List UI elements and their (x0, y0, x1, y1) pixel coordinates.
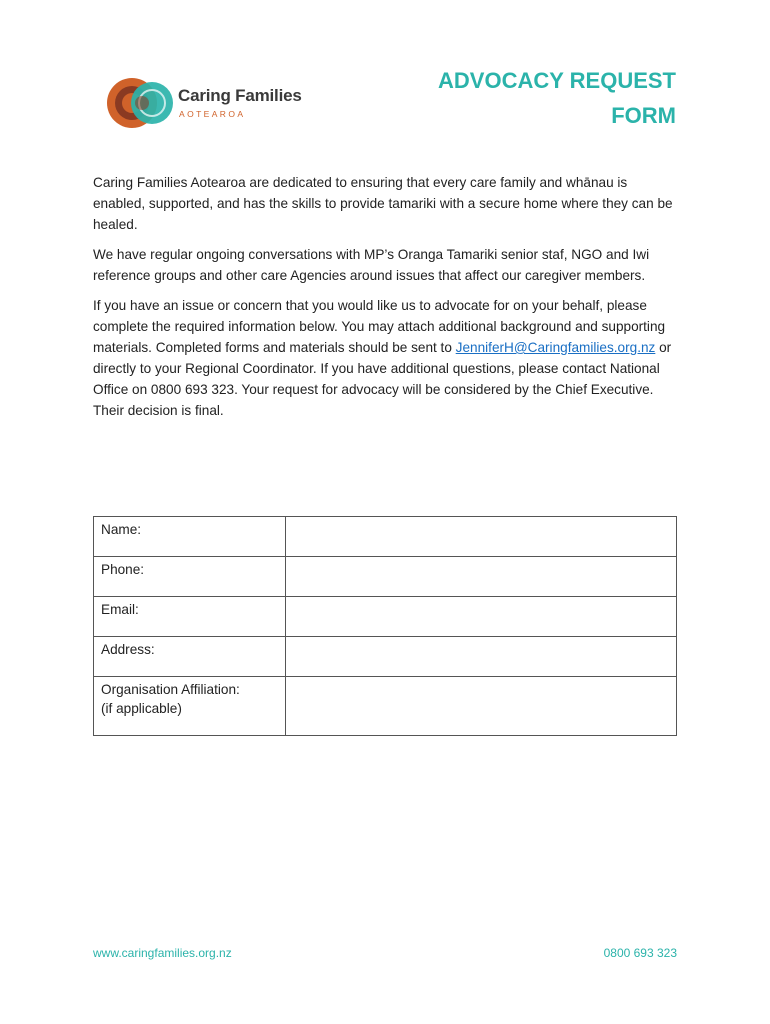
intertwined-circles-logo-icon (106, 72, 176, 134)
address-field[interactable] (286, 637, 677, 677)
intro-paragraph-2: We have regular ongoing conversations with MP’s Oranga Tamariki senior staf, NGO and Iwi reference groups and other care Agencies around issues that affect our caregiver members. (93, 247, 650, 283)
page-title-line1: ADVOCACY REQUEST (438, 68, 676, 93)
organisation-affiliation-field[interactable] (286, 677, 677, 736)
advocacy-form-table (93, 516, 677, 736)
logo-name: Caring Families (178, 86, 302, 105)
table-row (94, 637, 677, 677)
page-title-line2: FORM (611, 103, 676, 128)
email-label: Email: (94, 597, 286, 637)
intro-text (93, 172, 683, 430)
table-row (94, 557, 677, 597)
table-row (94, 597, 677, 637)
logo-subtitle: AOTEAROA (179, 109, 246, 119)
email-link[interactable]: JenniferH@Caringfamilies.org.nz (455, 340, 656, 355)
phone-field[interactable] (286, 557, 677, 597)
phone-label: Phone: (94, 557, 286, 597)
footer-phone: 0800 693 323 (603, 946, 677, 960)
intro-paragraph-3-start: If you have an issue or concern that you would like us to advocate for on your behalf, please complete the required information below. You may attach additional background and supporting materials. Completed forms and materials should be sent to (93, 298, 666, 355)
page-title (376, 63, 676, 133)
intro-paragraph-1: Caring Families Aotearoa are dedicated to ensuring that every care family and whānau is enabled, supported, and has the skills to provide tamariki with a secure home where they can be healed. (93, 175, 673, 232)
name-label: Name: (94, 517, 286, 557)
email-field[interactable] (286, 597, 677, 637)
footer-website[interactable]: www.caringfamilies.org.nz (93, 946, 232, 960)
organisation-affiliation-label-text: Organisation Affiliation: (101, 682, 240, 697)
table-row (94, 677, 677, 736)
intro-paragraph-3 (93, 295, 683, 421)
name-field[interactable] (286, 517, 677, 557)
table-row (94, 517, 677, 557)
address-label: Address: (94, 637, 286, 677)
intro-paragraph-3-end: or directly to your Regional Coordinator. If you have additional questions, please contact National Office on 0800 693 323. Your request for advocacy will be considered by the Chief Executive. Their decision is final. (93, 340, 672, 418)
organisation-affiliation-label (94, 677, 286, 736)
logo (106, 72, 336, 134)
organisation-affiliation-hint: (if applicable) (101, 701, 182, 716)
